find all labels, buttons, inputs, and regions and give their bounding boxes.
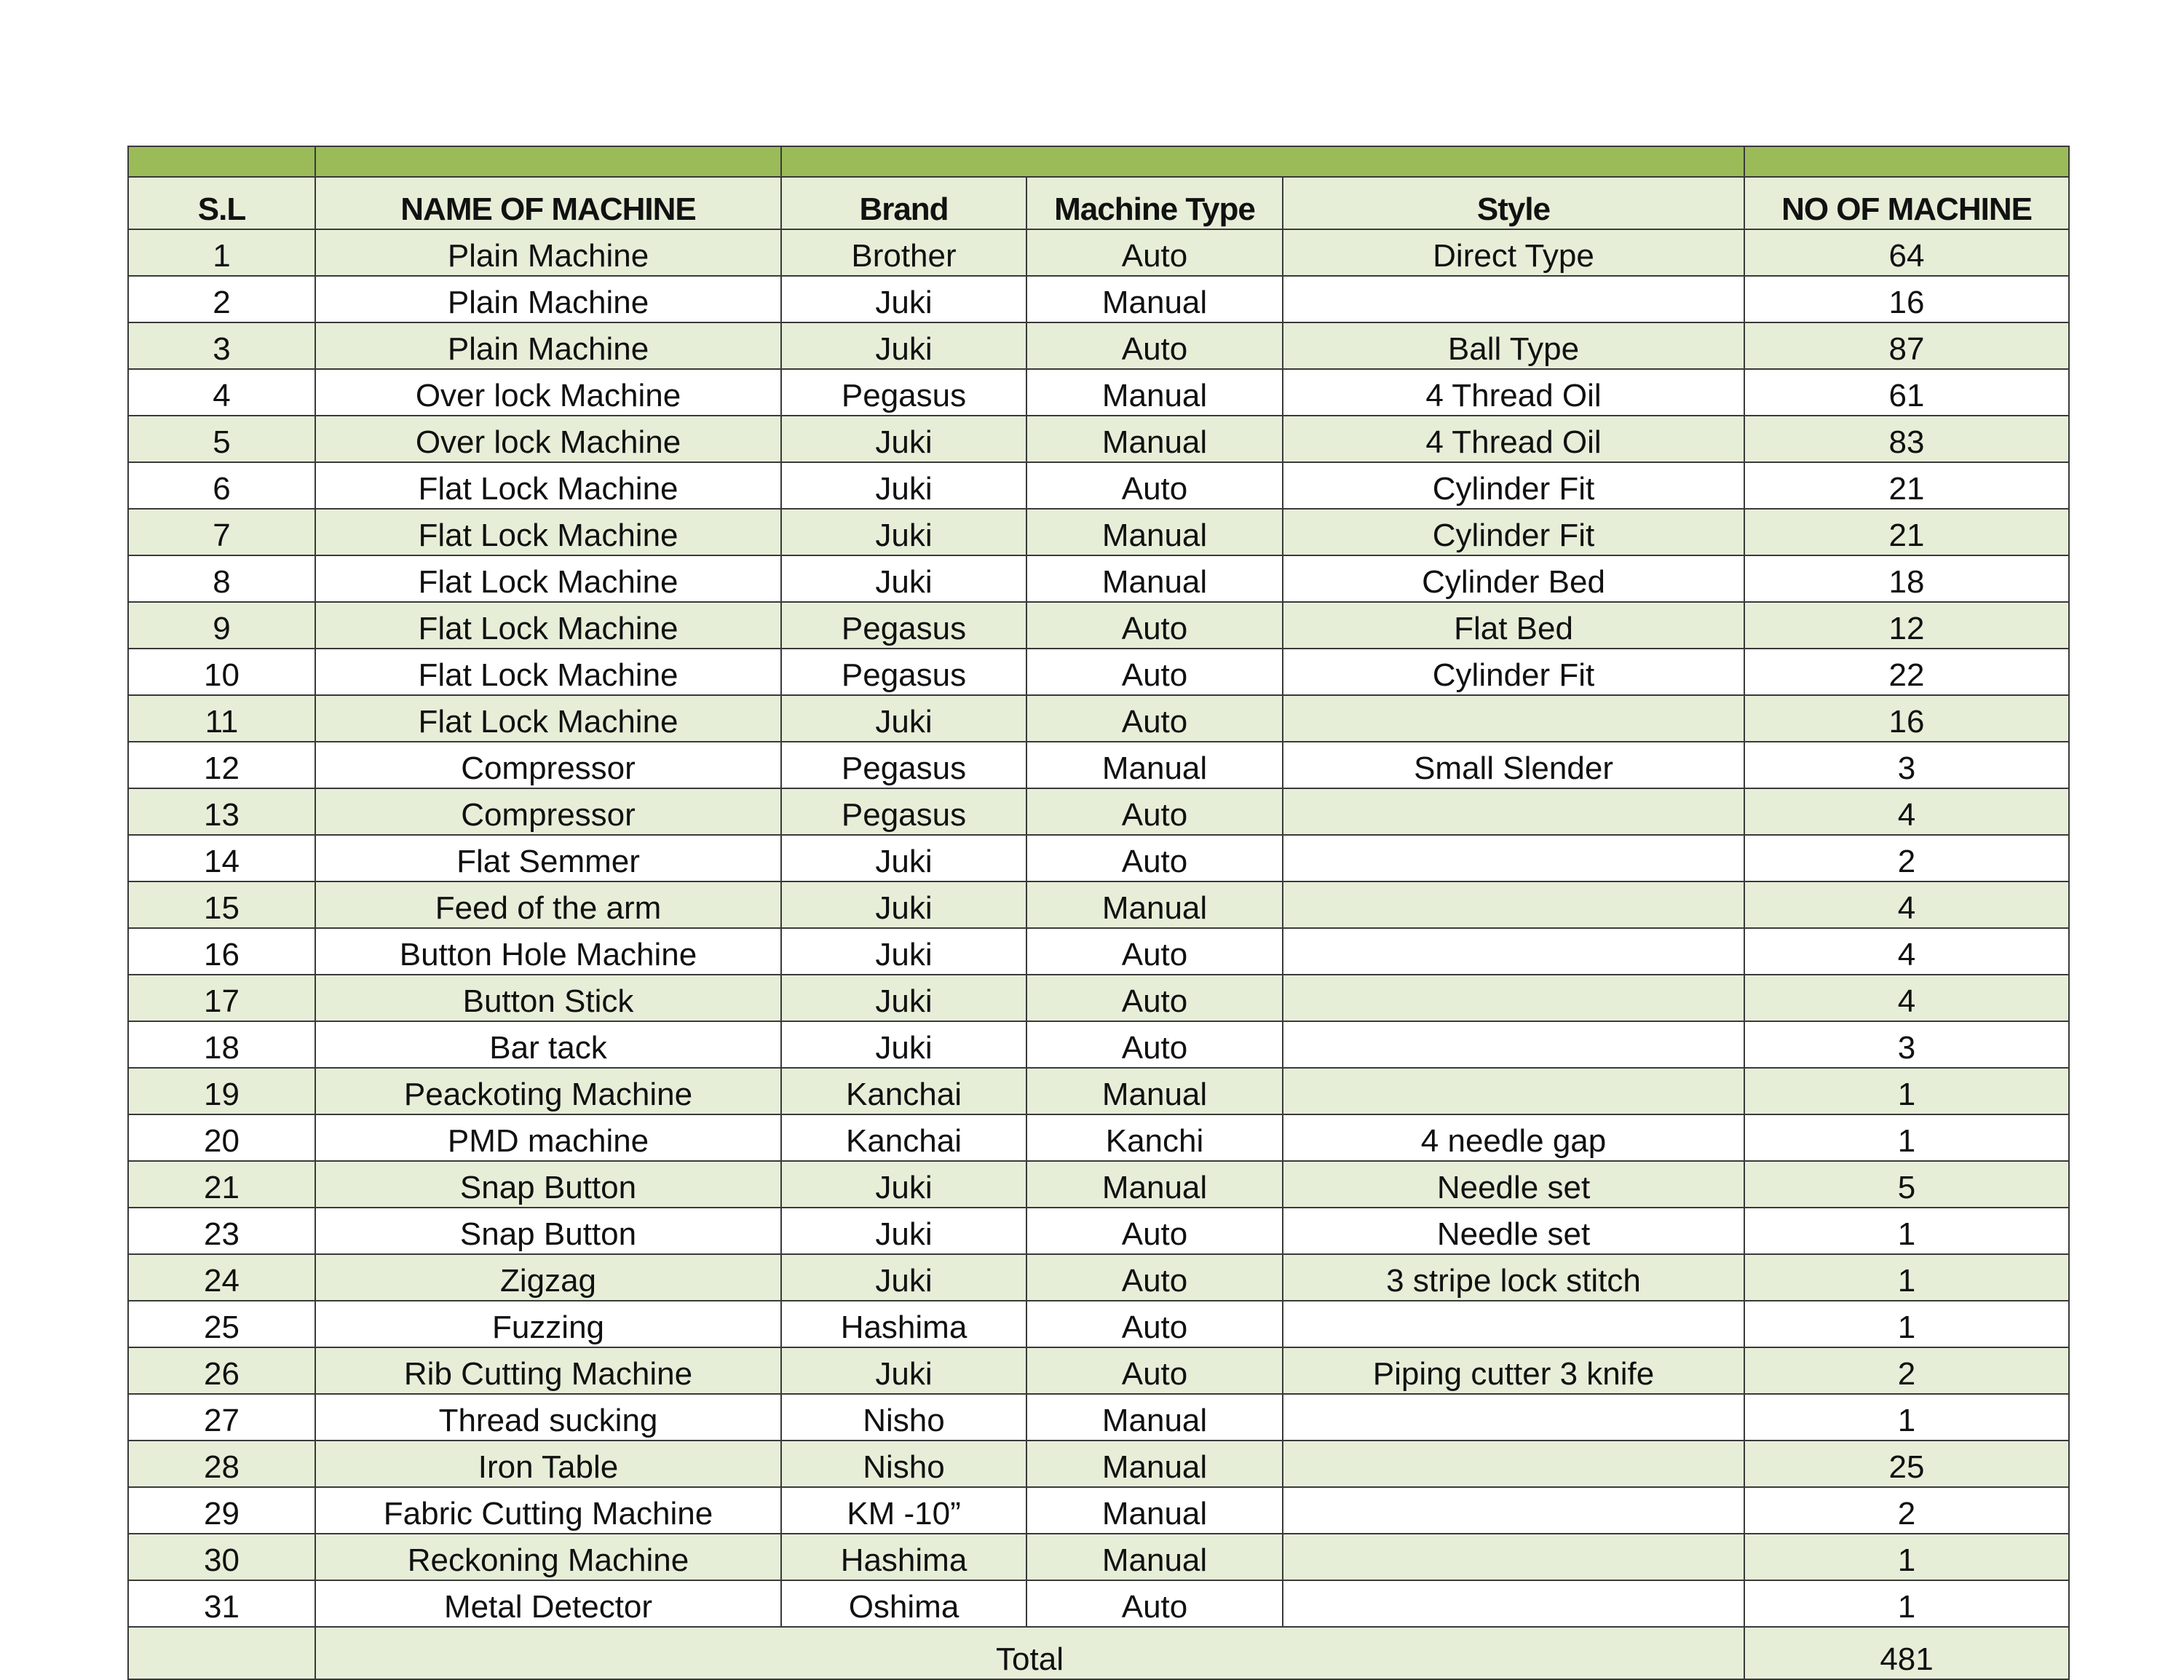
- cell-count: 5: [1744, 1161, 2069, 1208]
- cell-sl: 3: [128, 322, 315, 369]
- cell-brand: Juki: [781, 1347, 1026, 1394]
- cell-count: 87: [1744, 322, 2069, 369]
- cell-name: Plain Machine: [315, 322, 781, 369]
- cell-style: Needle set: [1283, 1161, 1744, 1208]
- cell-type: Auto: [1026, 1301, 1283, 1347]
- cell-sl: 4: [128, 369, 315, 416]
- cell-sl: 24: [128, 1254, 315, 1301]
- cell-name: Bar tack: [315, 1021, 781, 1068]
- cell-count: 1: [1744, 1394, 2069, 1441]
- cell-brand: Hashima: [781, 1301, 1026, 1347]
- cell-count: 21: [1744, 462, 2069, 509]
- cell-name: Compressor: [315, 742, 781, 788]
- total-row: [128, 1627, 2069, 1679]
- cell-style: Cylinder Fit: [1283, 509, 1744, 555]
- cell-sl: 2: [128, 276, 315, 322]
- cell-name: Plain Machine: [315, 229, 781, 276]
- table-row: [128, 509, 2069, 555]
- cell-name: PMD machine: [315, 1114, 781, 1161]
- cell-count: 25: [1744, 1441, 2069, 1487]
- cell-count: 4: [1744, 788, 2069, 835]
- cell-sl: 8: [128, 555, 315, 602]
- cell-sl: 7: [128, 509, 315, 555]
- cell-type: Auto: [1026, 462, 1283, 509]
- cell-name: Flat Semmer: [315, 835, 781, 881]
- table-row: [128, 1068, 2069, 1114]
- cell-type: Auto: [1026, 1347, 1283, 1394]
- cell-style: [1283, 1394, 1744, 1441]
- cell-sl: 10: [128, 649, 315, 695]
- cell-type: Manual: [1026, 1394, 1283, 1441]
- band-cell: [1744, 146, 2069, 177]
- cell-style: [1283, 1580, 1744, 1627]
- cell-name: Metal Detector: [315, 1580, 781, 1627]
- cell-count: 4: [1744, 975, 2069, 1021]
- cell-style: 3 stripe lock stitch: [1283, 1254, 1744, 1301]
- total-label: Total: [315, 1627, 1744, 1679]
- cell-sl: 27: [128, 1394, 315, 1441]
- cell-style: [1283, 1487, 1744, 1534]
- total-value: 481: [1744, 1627, 2069, 1679]
- cell-type: Auto: [1026, 1580, 1283, 1627]
- header-brand: Brand: [781, 177, 1026, 229]
- table-row: [128, 1208, 2069, 1254]
- cell-sl: 5: [128, 416, 315, 462]
- cell-name: Zigzag: [315, 1254, 781, 1301]
- cell-style: [1283, 276, 1744, 322]
- cell-style: [1283, 928, 1744, 975]
- cell-count: 61: [1744, 369, 2069, 416]
- cell-sl: 31: [128, 1580, 315, 1627]
- table-row: [128, 229, 2069, 276]
- cell-count: 16: [1744, 695, 2069, 742]
- cell-type: Auto: [1026, 229, 1283, 276]
- cell-count: 4: [1744, 881, 2069, 928]
- cell-type: Manual: [1026, 742, 1283, 788]
- cell-sl: 9: [128, 602, 315, 649]
- cell-count: 21: [1744, 509, 2069, 555]
- cell-count: 16: [1744, 276, 2069, 322]
- cell-brand: Pegasus: [781, 742, 1026, 788]
- cell-style: [1283, 1068, 1744, 1114]
- cell-count: 1: [1744, 1301, 2069, 1347]
- cell-name: Snap Button: [315, 1161, 781, 1208]
- header-band: [128, 146, 2069, 177]
- band-cell: [781, 146, 1744, 177]
- cell-brand: Juki: [781, 416, 1026, 462]
- table-row: [128, 881, 2069, 928]
- band-cell: [128, 146, 315, 177]
- cell-count: 2: [1744, 1487, 2069, 1534]
- cell-brand: Juki: [781, 1254, 1026, 1301]
- cell-count: 83: [1744, 416, 2069, 462]
- cell-sl: 30: [128, 1534, 315, 1580]
- cell-brand: Kanchai: [781, 1114, 1026, 1161]
- cell-type: Auto: [1026, 928, 1283, 975]
- cell-sl: 28: [128, 1441, 315, 1487]
- table-row: [128, 416, 2069, 462]
- cell-style: Cylinder Bed: [1283, 555, 1744, 602]
- total-empty-cell: [128, 1627, 315, 1679]
- table-row: [128, 1441, 2069, 1487]
- cell-name: Button Hole Machine: [315, 928, 781, 975]
- cell-brand: Juki: [781, 835, 1026, 881]
- table-row: [128, 1301, 2069, 1347]
- cell-style: Cylinder Fit: [1283, 649, 1744, 695]
- cell-sl: 12: [128, 742, 315, 788]
- cell-style: 4 Thread Oil: [1283, 369, 1744, 416]
- cell-type: Manual: [1026, 509, 1283, 555]
- cell-style: [1283, 1301, 1744, 1347]
- header-row: [128, 177, 2069, 229]
- cell-sl: 17: [128, 975, 315, 1021]
- cell-sl: 13: [128, 788, 315, 835]
- header-sl: S.L: [128, 177, 315, 229]
- cell-brand: Nisho: [781, 1394, 1026, 1441]
- cell-style: Small Slender: [1283, 742, 1744, 788]
- cell-style: Direct Type: [1283, 229, 1744, 276]
- cell-name: Thread sucking: [315, 1394, 781, 1441]
- cell-type: Auto: [1026, 1254, 1283, 1301]
- cell-type: Auto: [1026, 695, 1283, 742]
- table-row: [128, 1114, 2069, 1161]
- cell-sl: 26: [128, 1347, 315, 1394]
- cell-type: Auto: [1026, 788, 1283, 835]
- table-row: [128, 1580, 2069, 1627]
- table-row: [128, 1254, 2069, 1301]
- cell-brand: Pegasus: [781, 369, 1026, 416]
- cell-type: Manual: [1026, 416, 1283, 462]
- cell-name: Flat Lock Machine: [315, 695, 781, 742]
- cell-type: Manual: [1026, 1441, 1283, 1487]
- cell-sl: 6: [128, 462, 315, 509]
- cell-name: Rib Cutting Machine: [315, 1347, 781, 1394]
- header-type: Machine Type: [1026, 177, 1283, 229]
- cell-brand: Juki: [781, 322, 1026, 369]
- cell-count: 1: [1744, 1580, 2069, 1627]
- cell-style: Needle set: [1283, 1208, 1744, 1254]
- cell-sl: 16: [128, 928, 315, 975]
- cell-name: Snap Button: [315, 1208, 781, 1254]
- table-row: [128, 1394, 2069, 1441]
- cell-sl: 23: [128, 1208, 315, 1254]
- cell-brand: Juki: [781, 276, 1026, 322]
- cell-name: Flat Lock Machine: [315, 649, 781, 695]
- cell-count: 3: [1744, 1021, 2069, 1068]
- cell-brand: Juki: [781, 509, 1026, 555]
- cell-type: Auto: [1026, 1208, 1283, 1254]
- cell-style: [1283, 1534, 1744, 1580]
- cell-count: 64: [1744, 229, 2069, 276]
- table-row: [128, 1487, 2069, 1534]
- table-row: [128, 1347, 2069, 1394]
- cell-type: Manual: [1026, 1068, 1283, 1114]
- cell-type: Auto: [1026, 602, 1283, 649]
- cell-brand: Hashima: [781, 1534, 1026, 1580]
- cell-count: 22: [1744, 649, 2069, 695]
- header-name: NAME OF MACHINE: [315, 177, 781, 229]
- cell-style: Piping cutter 3 knife: [1283, 1347, 1744, 1394]
- machine-inventory-table: [127, 146, 2070, 1680]
- band-cell: [315, 146, 781, 177]
- cell-brand: Oshima: [781, 1580, 1026, 1627]
- cell-type: Manual: [1026, 1487, 1283, 1534]
- cell-sl: 1: [128, 229, 315, 276]
- cell-name: Over lock Machine: [315, 369, 781, 416]
- cell-type: Manual: [1026, 276, 1283, 322]
- header-style: Style: [1283, 177, 1744, 229]
- cell-brand: Juki: [781, 928, 1026, 975]
- table-row: [128, 1021, 2069, 1068]
- table-row: [128, 695, 2069, 742]
- cell-style: Ball Type: [1283, 322, 1744, 369]
- cell-brand: Pegasus: [781, 602, 1026, 649]
- cell-style: [1283, 788, 1744, 835]
- cell-count: 12: [1744, 602, 2069, 649]
- cell-type: Manual: [1026, 1534, 1283, 1580]
- cell-sl: 15: [128, 881, 315, 928]
- header-count: NO OF MACHINE: [1744, 177, 2069, 229]
- cell-name: Peackoting Machine: [315, 1068, 781, 1114]
- table-row: [128, 276, 2069, 322]
- cell-brand: Brother: [781, 229, 1026, 276]
- cell-brand: Juki: [781, 555, 1026, 602]
- cell-brand: Nisho: [781, 1441, 1026, 1487]
- table-row: [128, 928, 2069, 975]
- cell-count: 1: [1744, 1534, 2069, 1580]
- table-row: [128, 555, 2069, 602]
- cell-type: Auto: [1026, 975, 1283, 1021]
- table-row: [128, 1161, 2069, 1208]
- cell-name: Feed of the arm: [315, 881, 781, 928]
- cell-sl: 19: [128, 1068, 315, 1114]
- cell-type: Auto: [1026, 1021, 1283, 1068]
- cell-brand: Juki: [781, 975, 1026, 1021]
- cell-sl: 21: [128, 1161, 315, 1208]
- cell-name: Compressor: [315, 788, 781, 835]
- cell-count: 2: [1744, 835, 2069, 881]
- cell-name: Fabric Cutting Machine: [315, 1487, 781, 1534]
- cell-count: 4: [1744, 928, 2069, 975]
- table-row: [128, 369, 2069, 416]
- cell-name: Fuzzing: [315, 1301, 781, 1347]
- cell-brand: Juki: [781, 881, 1026, 928]
- table-row: [128, 602, 2069, 649]
- cell-count: 1: [1744, 1068, 2069, 1114]
- cell-name: Over lock Machine: [315, 416, 781, 462]
- cell-brand: KM -10”: [781, 1487, 1026, 1534]
- cell-type: Manual: [1026, 881, 1283, 928]
- cell-brand: Juki: [781, 1208, 1026, 1254]
- cell-sl: 29: [128, 1487, 315, 1534]
- cell-style: [1283, 1441, 1744, 1487]
- cell-style: Flat Bed: [1283, 602, 1744, 649]
- cell-count: 1: [1744, 1254, 2069, 1301]
- cell-brand: Juki: [781, 1161, 1026, 1208]
- cell-count: 3: [1744, 742, 2069, 788]
- table-row: [128, 835, 2069, 881]
- cell-name: Flat Lock Machine: [315, 462, 781, 509]
- cell-style: [1283, 695, 1744, 742]
- cell-type: Manual: [1026, 555, 1283, 602]
- cell-name: Button Stick: [315, 975, 781, 1021]
- cell-brand: Juki: [781, 695, 1026, 742]
- cell-brand: Juki: [781, 462, 1026, 509]
- cell-brand: Pegasus: [781, 788, 1026, 835]
- cell-style: [1283, 1021, 1744, 1068]
- table-row: [128, 322, 2069, 369]
- cell-type: Manual: [1026, 369, 1283, 416]
- table-row: [128, 742, 2069, 788]
- table-row: [128, 462, 2069, 509]
- cell-type: Auto: [1026, 649, 1283, 695]
- cell-name: Iron Table: [315, 1441, 781, 1487]
- cell-name: Reckoning Machine: [315, 1534, 781, 1580]
- cell-sl: 25: [128, 1301, 315, 1347]
- cell-type: Manual: [1026, 1161, 1283, 1208]
- cell-sl: 11: [128, 695, 315, 742]
- cell-name: Flat Lock Machine: [315, 602, 781, 649]
- table-row: [128, 1534, 2069, 1580]
- cell-count: 2: [1744, 1347, 2069, 1394]
- cell-sl: 14: [128, 835, 315, 881]
- cell-style: [1283, 975, 1744, 1021]
- cell-count: 18: [1744, 555, 2069, 602]
- cell-type: Auto: [1026, 322, 1283, 369]
- cell-count: 1: [1744, 1208, 2069, 1254]
- cell-name: Flat Lock Machine: [315, 555, 781, 602]
- cell-type: Auto: [1026, 835, 1283, 881]
- table-row: [128, 788, 2069, 835]
- cell-style: [1283, 835, 1744, 881]
- cell-brand: Kanchai: [781, 1068, 1026, 1114]
- cell-count: 1: [1744, 1114, 2069, 1161]
- cell-brand: Pegasus: [781, 649, 1026, 695]
- cell-style: Cylinder Fit: [1283, 462, 1744, 509]
- table-row: [128, 649, 2069, 695]
- cell-style: 4 needle gap: [1283, 1114, 1744, 1161]
- cell-name: Flat Lock Machine: [315, 509, 781, 555]
- cell-sl: 18: [128, 1021, 315, 1068]
- cell-style: [1283, 881, 1744, 928]
- cell-sl: 20: [128, 1114, 315, 1161]
- cell-brand: Juki: [781, 1021, 1026, 1068]
- table-row: [128, 975, 2069, 1021]
- cell-type: Kanchi: [1026, 1114, 1283, 1161]
- cell-style: 4 Thread Oil: [1283, 416, 1744, 462]
- cell-name: Plain Machine: [315, 276, 781, 322]
